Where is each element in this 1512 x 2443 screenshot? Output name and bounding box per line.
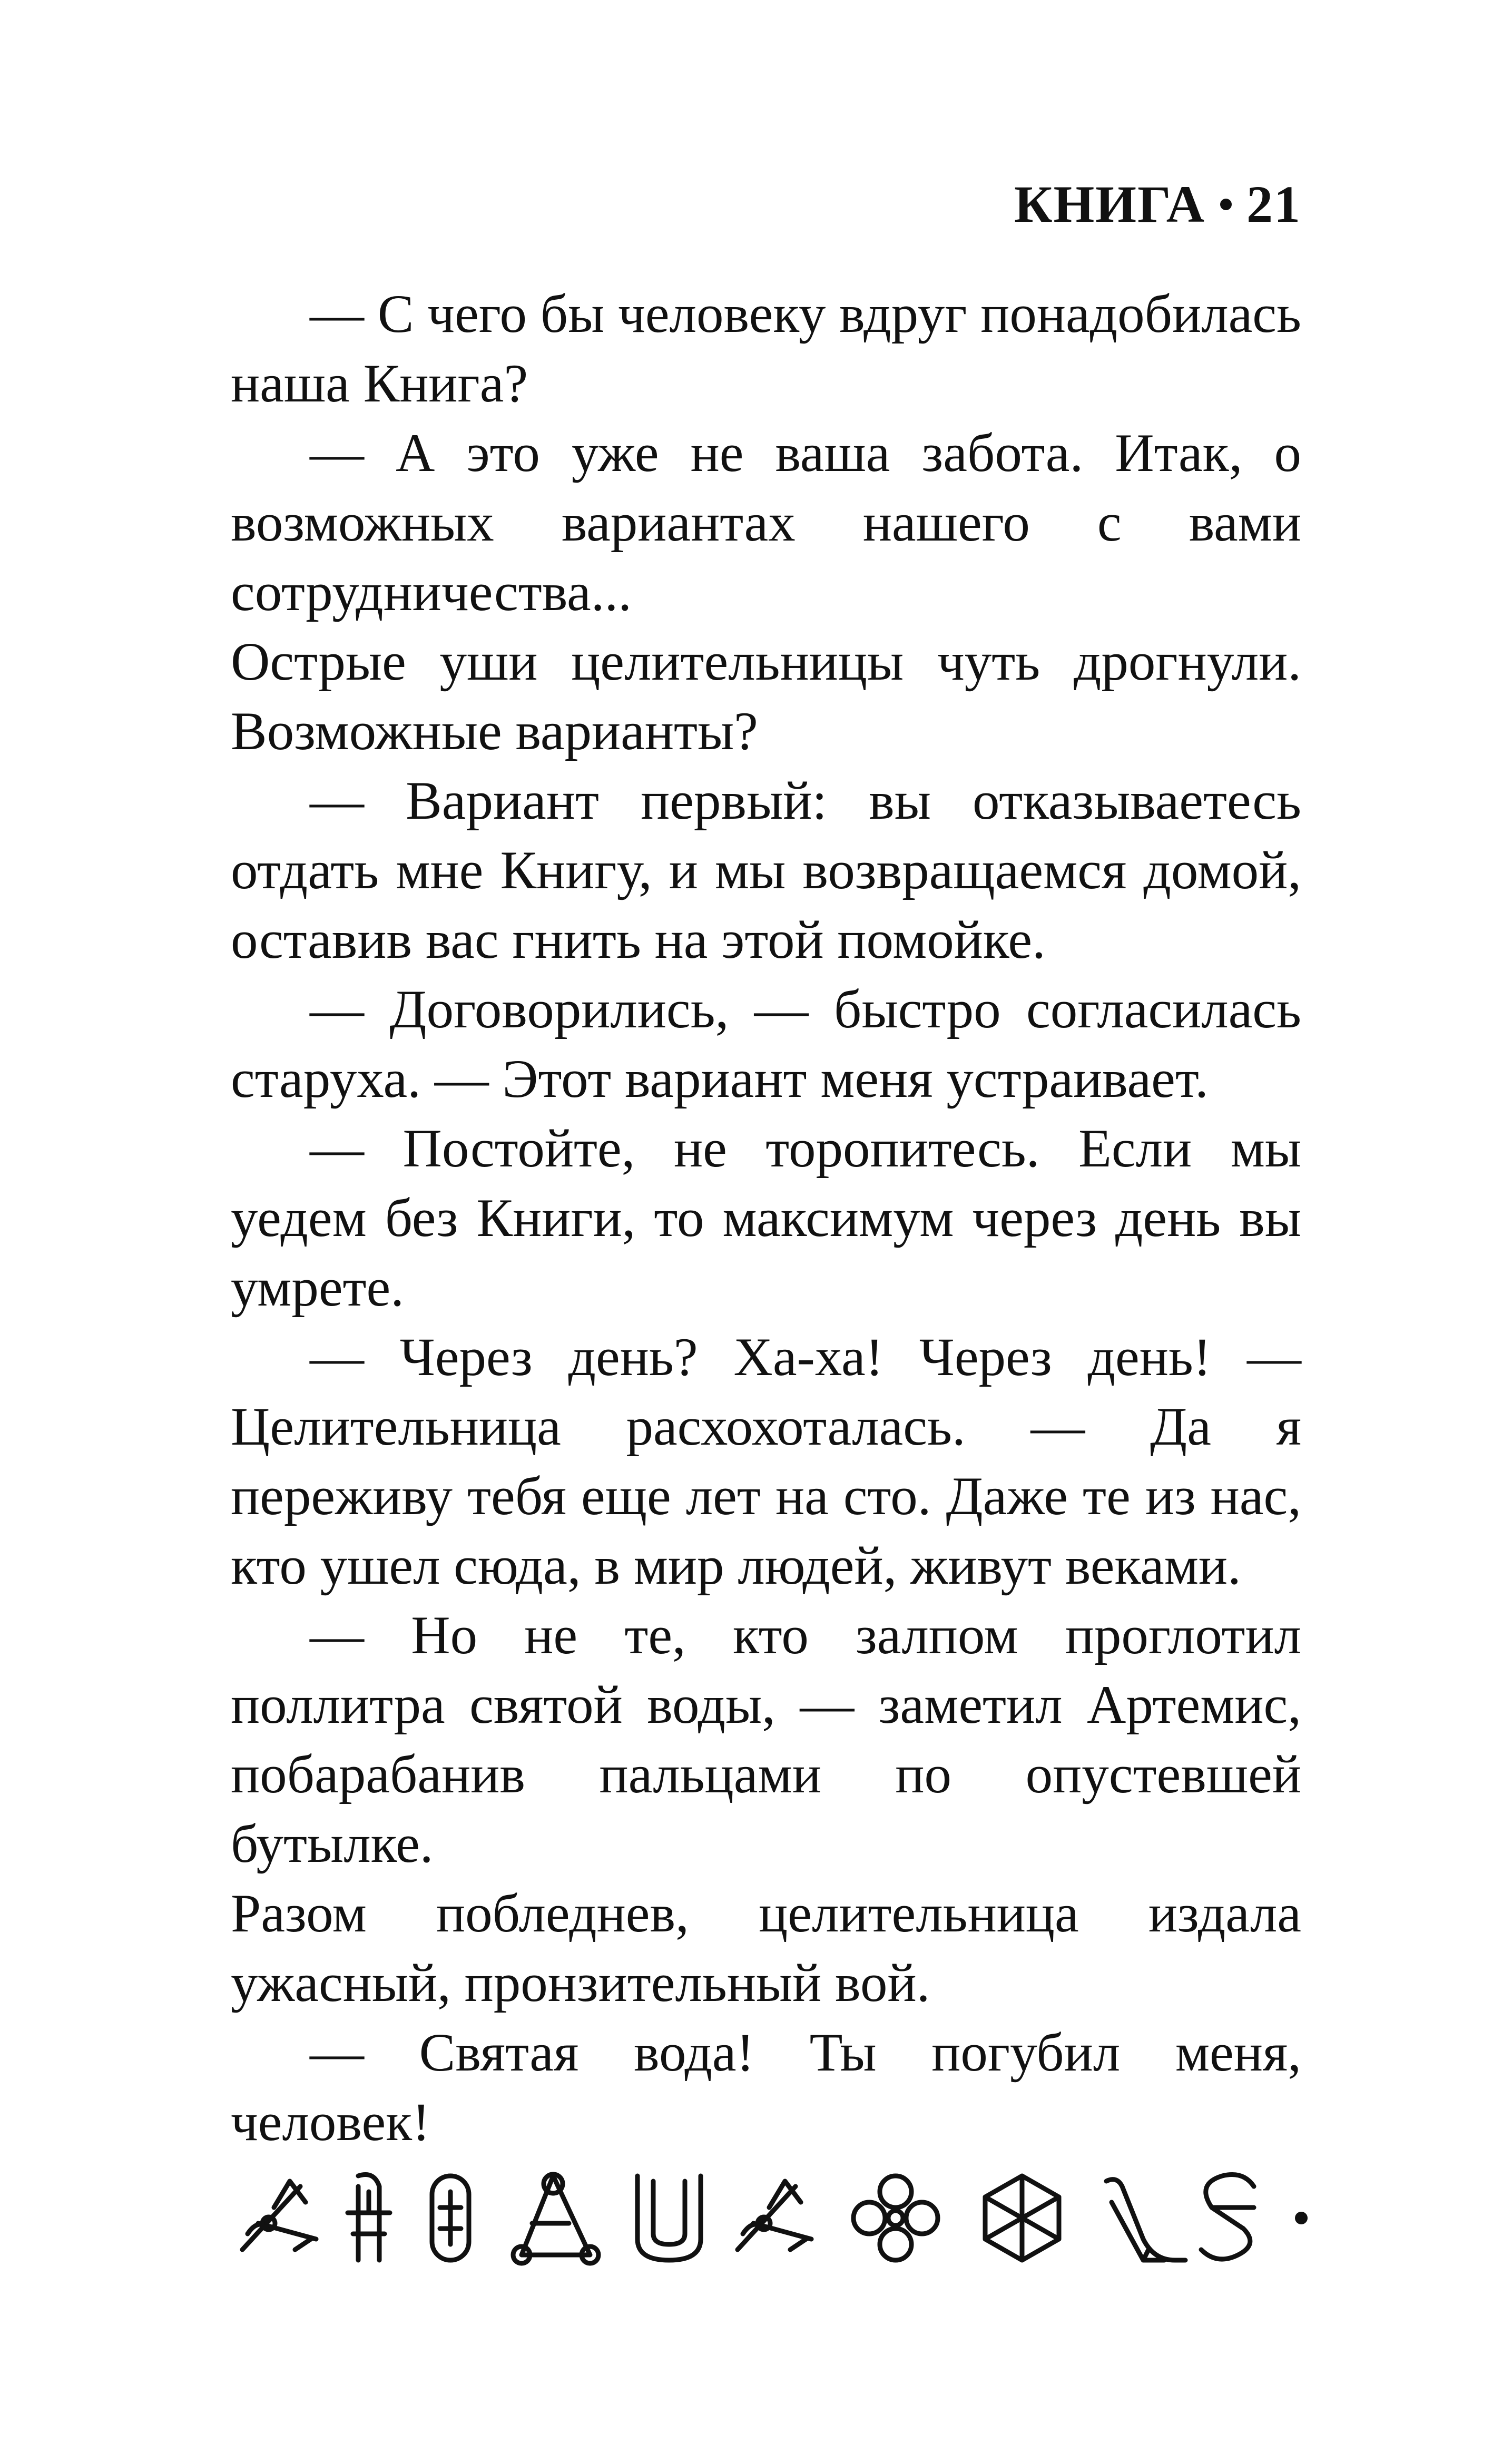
running-head (1014, 174, 1301, 234)
paragraph: — Через день? Ха-ха! Через день! — Целительница расхохоталась. — Да я переживу тебя еще лет на сто. Даже те из нас, кто ушел сюда, в мир людей, живут веками. (231, 1327, 1301, 1596)
paragraph: Разом побледнев, целительница издала ужасный, пронзительный вой. (231, 1883, 1301, 2013)
paragraph: — С чего бы человеку вдруг понадобилась наша Книга? (231, 284, 1301, 414)
triangle-glyph-icon (513, 2174, 598, 2263)
paragraph: — Но не те, кто залпом проглотил поллитра святой воды, — заметил Артемис, побарабанив пальцами по опустевшей бутылке. (231, 1605, 1301, 1874)
cartouche-glyph-icon (432, 2176, 469, 2260)
paragraph: — Святая вода! Ты погубил меня, человек! (231, 2023, 1301, 2152)
paragraph: — Постойте, не торопитесь. Если мы уедем без Книги, то максимум через день вы умрете. (231, 1119, 1301, 1318)
paragraph: — А это уже не ваша забота. Итак, о возможных вариантах нашего с вами сотрудничества... (231, 423, 1301, 622)
paragraph: Острые уши целительницы чуть дрогнули. Возможные варианты? (231, 632, 1301, 761)
flower-glyph-icon (853, 2176, 938, 2260)
bird-glyph-icon (1106, 2180, 1185, 2260)
glyph-ornament-row (227, 2155, 1312, 2271)
figure-glyph-icon (348, 2175, 390, 2261)
snake-glyph-icon (1201, 2175, 1254, 2260)
body-text (231, 279, 1301, 2157)
paragraph: — Вариант первый: вы отказываетесь отдать мне Книгу, и мы возвращаемся домой, оставив вас гнить на этой помойке. (231, 771, 1301, 970)
u-glyph-icon (637, 2176, 701, 2260)
paragraph: — Договорились, — быстро согласилась старуха. — Этот вариант меня устраивает. (231, 979, 1301, 1109)
bullet-icon (1220, 199, 1232, 210)
wheel-glyph-icon (985, 2176, 1059, 2260)
dragonfly-glyph-icon (242, 2181, 316, 2250)
page-number: 21 (1246, 175, 1301, 233)
dot-icon (1295, 2212, 1308, 2224)
running-head-title: КНИГА (1014, 175, 1205, 233)
dragonfly-glyph-icon (738, 2181, 811, 2250)
